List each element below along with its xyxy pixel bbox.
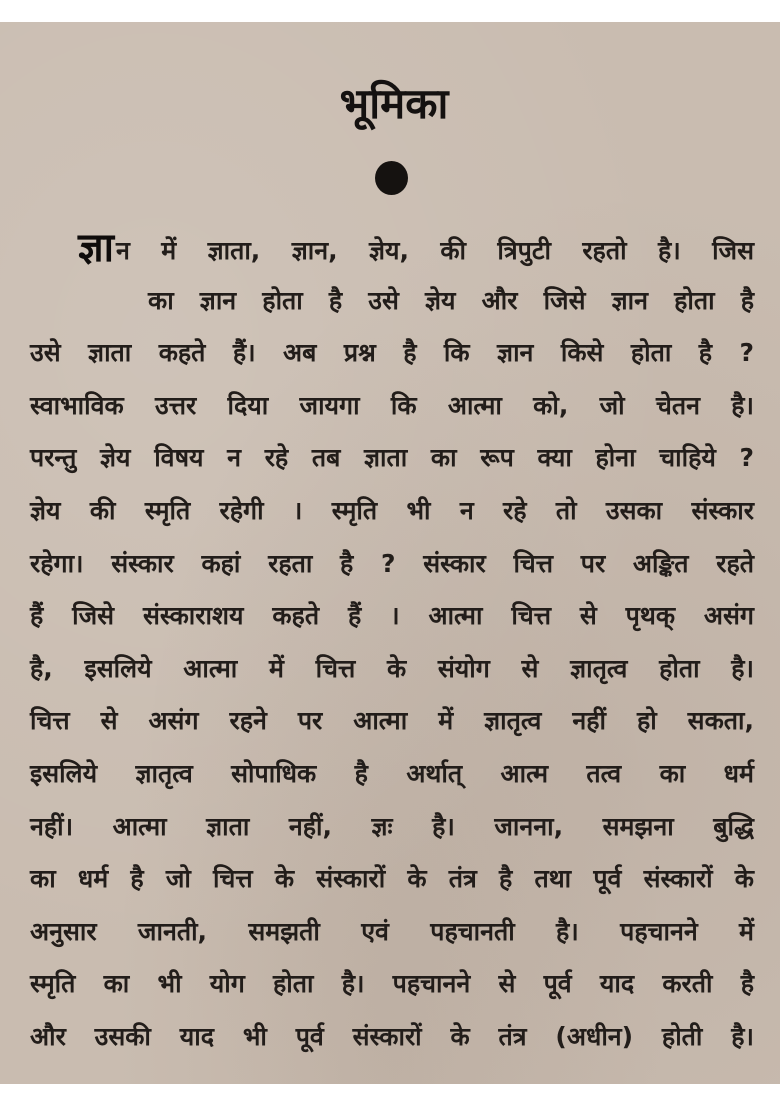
text-line-1 bbox=[30, 222, 754, 275]
text-line-8: हैं जिसे संस्काराशय कहते हैं । आत्मा चित्त से पृथक् असंग bbox=[30, 601, 754, 631]
text-line-2: का ज्ञान होता है उसे ज्ञेय और जिसे ज्ञान होता है bbox=[148, 285, 754, 315]
text-line-12: नहीं। आत्मा ज्ञाता नहीं, ज्ञः है। जानना, समझना बुद्धि bbox=[30, 811, 754, 841]
text-line-1-rest: न में ज्ञाता, ज्ञान, ज्ञेय, की त्रिपुटी रहतो है। जिस bbox=[116, 236, 754, 265]
text-line-6: ज्ञेय की स्मृति रहेगी । स्मृति भी न रहे तो उसका संस्कार bbox=[30, 495, 754, 525]
text-line-7: रहेगा। संस्कार कहां रहता है ? संस्कार चित्त पर अङ्कित रहते bbox=[30, 548, 754, 578]
dropcap: ज्ञा bbox=[78, 225, 114, 271]
page-title: भूमिका bbox=[339, 79, 449, 128]
text-line-9: है, इसलिये आत्मा में चित्त के संयोग से ज्ञातृत्व होता है। bbox=[30, 653, 754, 683]
text-line-14: अनुसार जानती, समझती एवं पहचानती है। पहचानने में bbox=[30, 916, 754, 946]
text-line-3: उसे ज्ञाता कहते हैं। अब प्रश्न है कि ज्ञान किसे होता है ? bbox=[30, 338, 754, 368]
ornament-dot-icon bbox=[375, 161, 408, 195]
text-line-13: का धर्म है जो चित्त के संस्कारों के तंत्र है तथा पूर्व संस्कारों के bbox=[30, 864, 754, 894]
scanned-book-page bbox=[0, 22, 780, 1084]
text-line-15: स्मृति का भी योग होता है। पहचानने से पूर्व याद करती है bbox=[30, 969, 754, 999]
text-line-16: और उसकी याद भी पूर्व संस्कारों के तंत्र (अधीन) होती है। bbox=[30, 1021, 754, 1051]
paragraph bbox=[30, 222, 754, 1064]
text-line-4: स्वाभाविक उत्तर दिया जायगा कि आत्मा को, जो चेतन है। bbox=[30, 390, 754, 420]
text-line-10: चित्त से असंग रहने पर आत्मा में ज्ञातृत्व नहीं हो सकता, bbox=[30, 706, 754, 736]
text-line-11: इसलिये ज्ञातृत्व सोपाधिक है अर्थात् आत्म तत्व का धर्म bbox=[30, 758, 754, 788]
text-line-5: परन्तु ज्ञेय विषय न रहे तब ज्ञाता का रूप क्या होना चाहिये ? bbox=[30, 443, 754, 473]
